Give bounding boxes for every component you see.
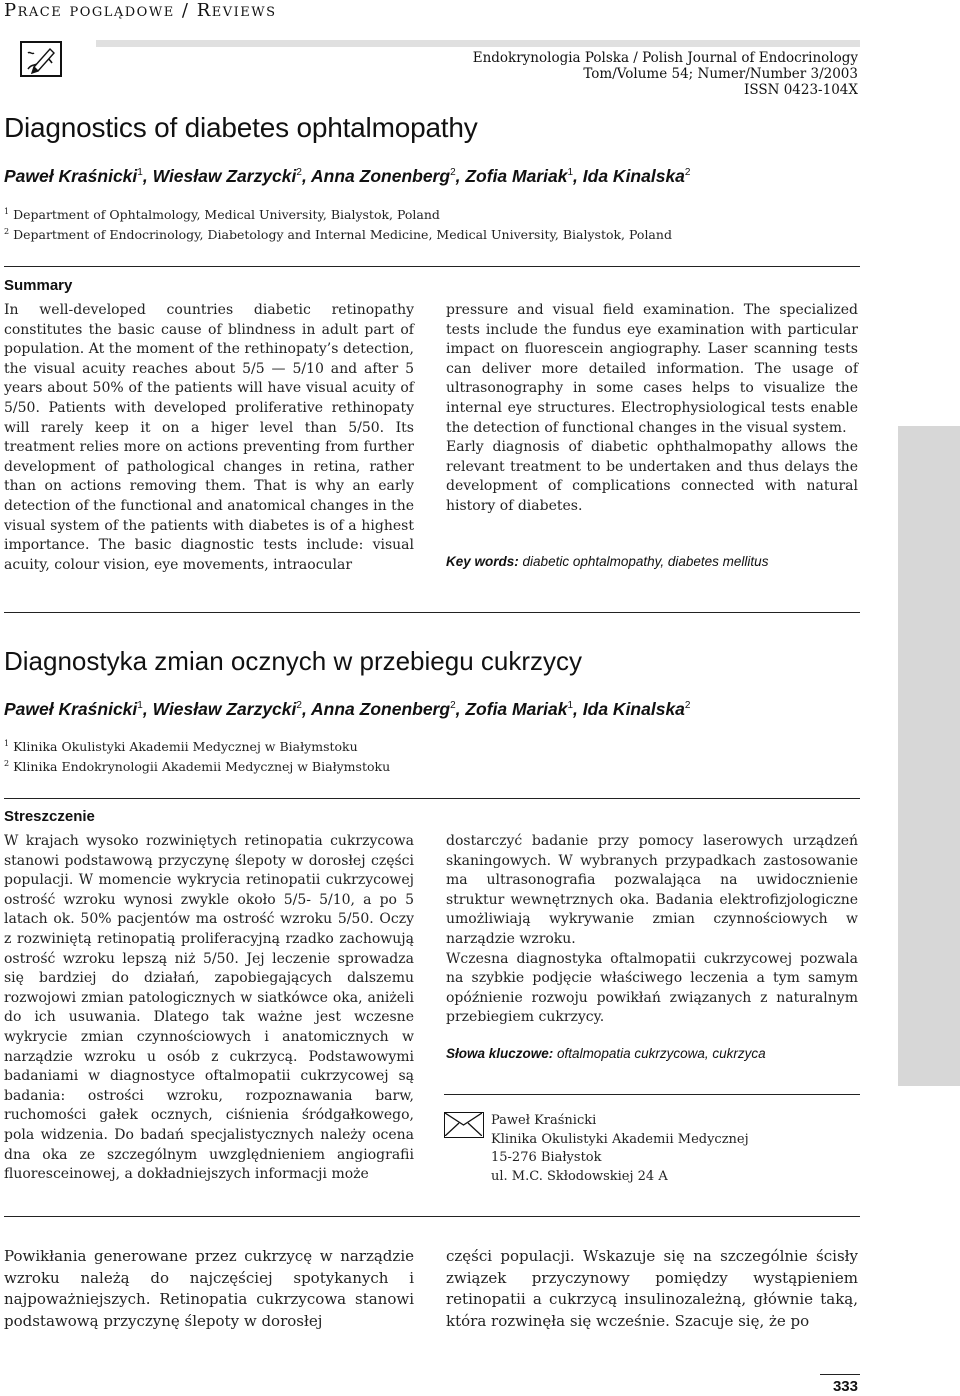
divider xyxy=(4,612,860,613)
pl-author-2: Wiesław Zarzycki xyxy=(152,699,297,719)
author-list-pl: Paweł Kraśnicki$^1$, Wiesław Zarzycki$^2$, Anna Zonenberg$^2$, Zofia Mariak$^1$, Ida Kinalska$^2$ xyxy=(4,699,691,719)
journal-volume: Tom/Volume 54; Numer/Number 3/2003 xyxy=(583,66,858,82)
affiliation-2-en: $^2$ Department of Endocrinology, Diabetology and Internal Medicine, Medical University, Bialystok, Poland xyxy=(4,227,672,243)
divider xyxy=(4,266,860,267)
en-author-4: Zofia Mariak xyxy=(465,166,568,186)
contact-street: ul. M.C. Skłodowskiej 24 A xyxy=(491,1168,668,1184)
header-rule xyxy=(96,40,860,47)
pl-author-4-affiliation-mark: 1 xyxy=(567,700,574,712)
en-author-5: Ida Kinalska xyxy=(582,166,685,186)
body-right-column: części populacji. Wskazuje się na szczególnie ścisły związek przyczynowy pomiędzy wystąpieniem retinopatii a cukrzycą insulinozależną, głównie taką, która rozwinęła się wcześnie. Szacuje się, że po xyxy=(446,1247,858,1330)
pl-author-1: Paweł Kraśnicki xyxy=(4,699,138,719)
pl-author-3: Anna Zonenberg xyxy=(311,699,451,719)
affiliations-en xyxy=(4,203,672,243)
en-author-1-affiliation-mark: 1 xyxy=(137,167,143,179)
en-author-3-affiliation-mark: 2 xyxy=(450,167,456,179)
summary-left-column: In well-developed countries diabetic retinopathy constitutes the basic cause of blindness in adult part of population. At the moment of the rethinopaty’s detection, the visual acuity reaches about 5/5 — 5/10 and after 5 years about 50% of the patients will have visual acuity of 5/50. Patients with developed proliferative rethinopaty will rarely keep it on a higer level than 5/50. Its treatment relies more on actions preventing from further development of pathological changes in retina, rather than on actions removing them. That is why an early detection of the functional and anatomical changes in the visual system of the patients with diabetes is of a highest importance. The basic diagnostic tests include: visual acuity, colour vision, eye movements, intraocular xyxy=(4,302,414,573)
en-author-2-affiliation-mark: 2 xyxy=(296,167,302,179)
affiliation-2-pl: $^2$ Klinika Endokrynologii Akademii Medycznej w Białymstoku xyxy=(4,759,391,775)
pl-author-3-affiliation-mark: 2 xyxy=(450,700,456,712)
affiliations-pl xyxy=(4,735,390,775)
streszczenie-left-column: W krajach wysoko rozwiniętych retinopatia cukrzycowa stanowi podstawową przyczynę ślepoty w dorosłej części populacji. W momencie wykrycia retinopatii cukrzycowej ostrość wzroku wynosi zwykle około 5/5- 5/10, a po 5 latach ok. 50% pacjentów ma ostrość wzroku 5/50. Oczy z rozwiniętą retinopatią proliferacyjną rzadko zachowują ostrość wzroku lepszą niż 5/50. Jej leczenie sprowadza się bardziej do działań, zapobiegających dalszemu rozwojowi zmian patologicznych w siatkówce oka, aniżeli do ich usuwania. Dlatego tak ważne jest wczesne wykrycie zmian czynnościowych i anatomicznych w narządzie wzroku u osób z cukrzycą. Podstawowymi badaniami w diagnostyce oftalmopatii cukrzycowej są badania: ostrości wzroku, rozpoznawania barw, ruchomości gałek ocznych, ciśnienia śródgałkowego, pola widzenia. Do badań specjalistycznych należy ocena dna oka ze szczególnym uwzględnieniem angiografii fluoresceinowej, a dokładniejszych informacji może xyxy=(4,833,414,1183)
contact-name: Paweł Kraśnicki xyxy=(491,1113,597,1128)
journal-name: Endokrynologia Polska / Polish Journal of Endocrinology xyxy=(472,50,858,66)
summary-heading: Summary xyxy=(4,277,73,294)
en-author-3: Anna Zonenberg xyxy=(311,166,451,186)
divider xyxy=(4,1216,860,1217)
contact-institution: Klinika Okulistyki Akademii Medycznej xyxy=(491,1131,749,1147)
journal-info xyxy=(473,50,858,98)
en-author-5-affiliation-mark: 2 xyxy=(684,167,691,179)
keywords-pl: Słowa kluczowe: oftalmopatia cukrzycowa, cukrzyca xyxy=(446,1046,766,1061)
summary-right-column: pressure and visual field examination. The specialized tests include the fundus eye examination with particular impact on fluorescein angiography. Laser scanning tests can deliver more detailed information. The usage of ultrasonography in some cases helps to visualize the internal eye structures. Electrophysiological tests enable the detection of functional changes in the visual system. Early diagnosis of diabetic ophthalmopathy allows the relevant treatment to be undertaken and thus delays the development of complications connected with natural history of diabetes. xyxy=(446,302,858,514)
en-author-4-affiliation-mark: 1 xyxy=(567,167,574,179)
pl-author-2-affiliation-mark: 2 xyxy=(296,700,302,712)
affiliation-1-en: $^1$ Department of Ophtalmology, Medical University, Bialystok, Poland xyxy=(4,207,440,223)
keywords-en: Key words: diabetic ophtalmopathy, diabetes mellitus xyxy=(446,554,769,569)
en-author-1: Paweł Kraśnicki xyxy=(4,166,138,186)
streszczenie-heading: Streszczenie xyxy=(4,808,95,825)
streszczenie-right-column: dostarczyć badanie przy pomocy laserowych urządzeń skaningowych. W wybranych przypadkach zastosowanie ma ultrasonografia pozwalająca na uwidocznienie struktur wewnętrznych oka. Badania elektrofizjologiczne umożliwiają wykrywanie zmian czynnościowych w narządzie wzroku. Wczesna diagnostyka oftalmopatii cukrzycowej pozwala na szybkie podjęcie właściwego leczenia a tym samym opóźnienie rozwoju powikłań związanych z naturalnym przebiegiem cukrzycy. xyxy=(446,833,858,1026)
envelope-icon xyxy=(444,1112,484,1138)
article-title-pl: Diagnostyka zmian ocznych w przebiegu cukrzycy xyxy=(4,646,583,676)
affiliation-1-pl: $^1$ Klinika Okulistyki Akademii Medycznej w Białymstoku xyxy=(4,739,358,755)
en-author-2: Wiesław Zarzycki xyxy=(152,166,297,186)
body-left-column: Powikłania generowane przez cukrzycę w narządzie wzroku należą do najczęściej spotykanych i najpoważniejszych. Retinopatia cukrzycowa stanowi podstawową przyczynę ślepoty w dorosłej xyxy=(4,1247,414,1330)
divider xyxy=(4,798,860,799)
side-tab xyxy=(898,426,960,1086)
pl-author-5: Ida Kinalska xyxy=(582,699,685,719)
pl-author-5-affiliation-mark: 2 xyxy=(684,700,691,712)
contact-city: 15-276 Białystok xyxy=(491,1150,602,1165)
pl-author-4: Zofia Mariak xyxy=(465,699,568,719)
page-number: 333 xyxy=(832,1378,858,1395)
section-tag: Prace poglądowe / Reviews xyxy=(4,0,277,21)
pen-writing-icon xyxy=(20,41,62,77)
page-number-rule xyxy=(820,1374,860,1375)
divider xyxy=(444,1094,860,1095)
author-list-en: Paweł Kraśnicki$^1$, Wiesław Zarzycki$^2$, Anna Zonenberg$^2$, Zofia Mariak$^1$, Ida Kinalska$^2$ xyxy=(4,166,691,186)
correspondence-address xyxy=(491,1112,749,1186)
journal-issn: ISSN 0423-104X xyxy=(744,82,858,98)
article-title-en: Diagnostics of diabetes ophtalmopathy xyxy=(4,112,478,143)
pl-author-1-affiliation-mark: 1 xyxy=(137,700,143,712)
